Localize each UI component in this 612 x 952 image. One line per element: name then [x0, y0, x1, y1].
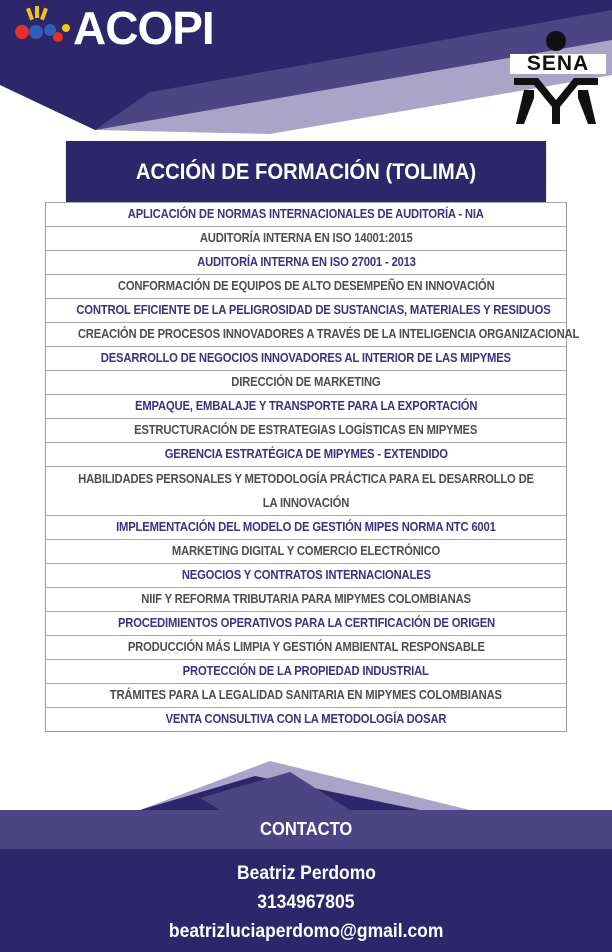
course-item-label: MARKETING DIGITAL Y COMERCIO ELECTRÓNICO: [171, 544, 441, 558]
page-title: ACCIÓN DE FORMACIÓN (TOLIMA): [66, 141, 546, 202]
course-item: [46, 250, 566, 274]
course-item: [46, 418, 566, 442]
sena-logo-icon: [508, 30, 606, 128]
course-item-label: CONTROL EFICIENTE DE LA PELIGROSIDAD DE SUSTANCIAS, MATERIALES Y RESIDUOS: [76, 303, 551, 317]
course-item: [46, 274, 566, 298]
course-item-label: NEGOCIOS Y CONTRATOS INTERNACIONALES: [181, 568, 431, 582]
course-item-label: DESARROLLO DE NEGOCIOS INNOVADORES AL INTERIOR DE LAS MIPYMES: [100, 351, 512, 365]
contact-heading: [0, 810, 612, 849]
course-item-label: PRODUCCIÓN MÁS LIMPIA Y GESTIÓN AMBIENTAL RESPONSABLE: [127, 640, 485, 654]
course-item-label: ESTRUCTURACIÓN DE ESTRATEGIAS LOGÍSTICAS EN MIPYMES: [134, 423, 478, 437]
contact-heading-label: CONTACTO: [259, 819, 353, 839]
course-item: [46, 539, 566, 563]
footer-banner: [0, 758, 612, 810]
course-list: [45, 202, 580, 732]
course-item: [46, 370, 566, 394]
course-item-label: PROTECCIÓN DE LA PROPIEDAD INDUSTRIAL: [182, 664, 430, 678]
course-item: [46, 442, 566, 466]
course-item-label: CREACIÓN DE PROCESOS INNOVADORES A TRAVÉS DE LA INTELIGENCIA ORGANIZACIONAL: [77, 327, 580, 341]
course-item-label: AUDITORÍA INTERNA EN ISO 14001:2015: [199, 231, 413, 245]
course-item-label: EMPAQUE, EMBALAJE Y TRANSPORTE PARA LA EXPORTACIÓN: [134, 399, 478, 413]
course-item: [46, 611, 566, 635]
course-item-label: VENTA CONSULTIVA CON LA METODOLOGÍA DOSAR: [165, 712, 447, 726]
course-item-label: TRÁMITES PARA LA LEGALIDAD SANITARIA EN MIPYMES COLOMBIANAS: [109, 688, 503, 702]
course-item-label: NIIF Y REFORMA TRIBUTARIA PARA MIPYMES COLOMBIANAS: [141, 592, 471, 606]
course-item: [46, 707, 566, 731]
course-item-label: CONFORMACIÓN DE EQUIPOS DE ALTO DESEMPEÑO EN INNOVACIÓN: [117, 279, 495, 293]
acopi-brand-name: ACOPI: [73, 2, 214, 54]
course-item: [46, 226, 566, 250]
course-item-label: APLICACIÓN DE NORMAS INTERNACIONALES DE AUDITORÍA - NIA: [128, 207, 484, 221]
contact-name: Beatriz Perdomo: [236, 863, 376, 884]
course-item: [46, 346, 566, 370]
course-item-label: PROCEDIMIENTOS OPERATIVOS PARA LA CERTIFICACIÓN DE ORIGEN: [117, 616, 495, 630]
course-item-label: AUDITORÍA INTERNA EN ISO 27001 - 2013: [196, 255, 416, 269]
course-item: [46, 466, 566, 515]
course-item: [46, 202, 566, 226]
course-item: [46, 683, 566, 707]
course-item: [46, 298, 566, 322]
course-item: [46, 587, 566, 611]
course-item: [46, 659, 566, 683]
acopi-logo-icon: [8, 2, 78, 52]
contact-phone: 3134967805: [257, 892, 355, 913]
course-item: [46, 635, 566, 659]
course-item: [46, 322, 580, 346]
course-item-label: IMPLEMENTACIÓN DEL MODELO DE GESTIÓN MIPES NORMA NTC 6001: [116, 520, 496, 534]
sena-brand-name: SENA: [510, 54, 606, 74]
contact-info: [0, 849, 612, 952]
course-item: [46, 515, 566, 539]
course-item-label: DIRECCIÓN DE MARKETING: [231, 375, 381, 389]
course-item: [46, 563, 566, 587]
course-item: [46, 394, 566, 418]
contact-email: beatrizluciaperdomo@gmail.com: [168, 921, 444, 942]
course-item-label: HABILIDADES PERSONALES Y METODOLOGÍA PRÁCTICA PARA EL DESARROLLO DE LA INNOVACIÓN: [78, 472, 534, 510]
course-item-label: GERENCIA ESTRATÉGICA DE MIPYMES - EXTENDIDO: [164, 447, 448, 461]
